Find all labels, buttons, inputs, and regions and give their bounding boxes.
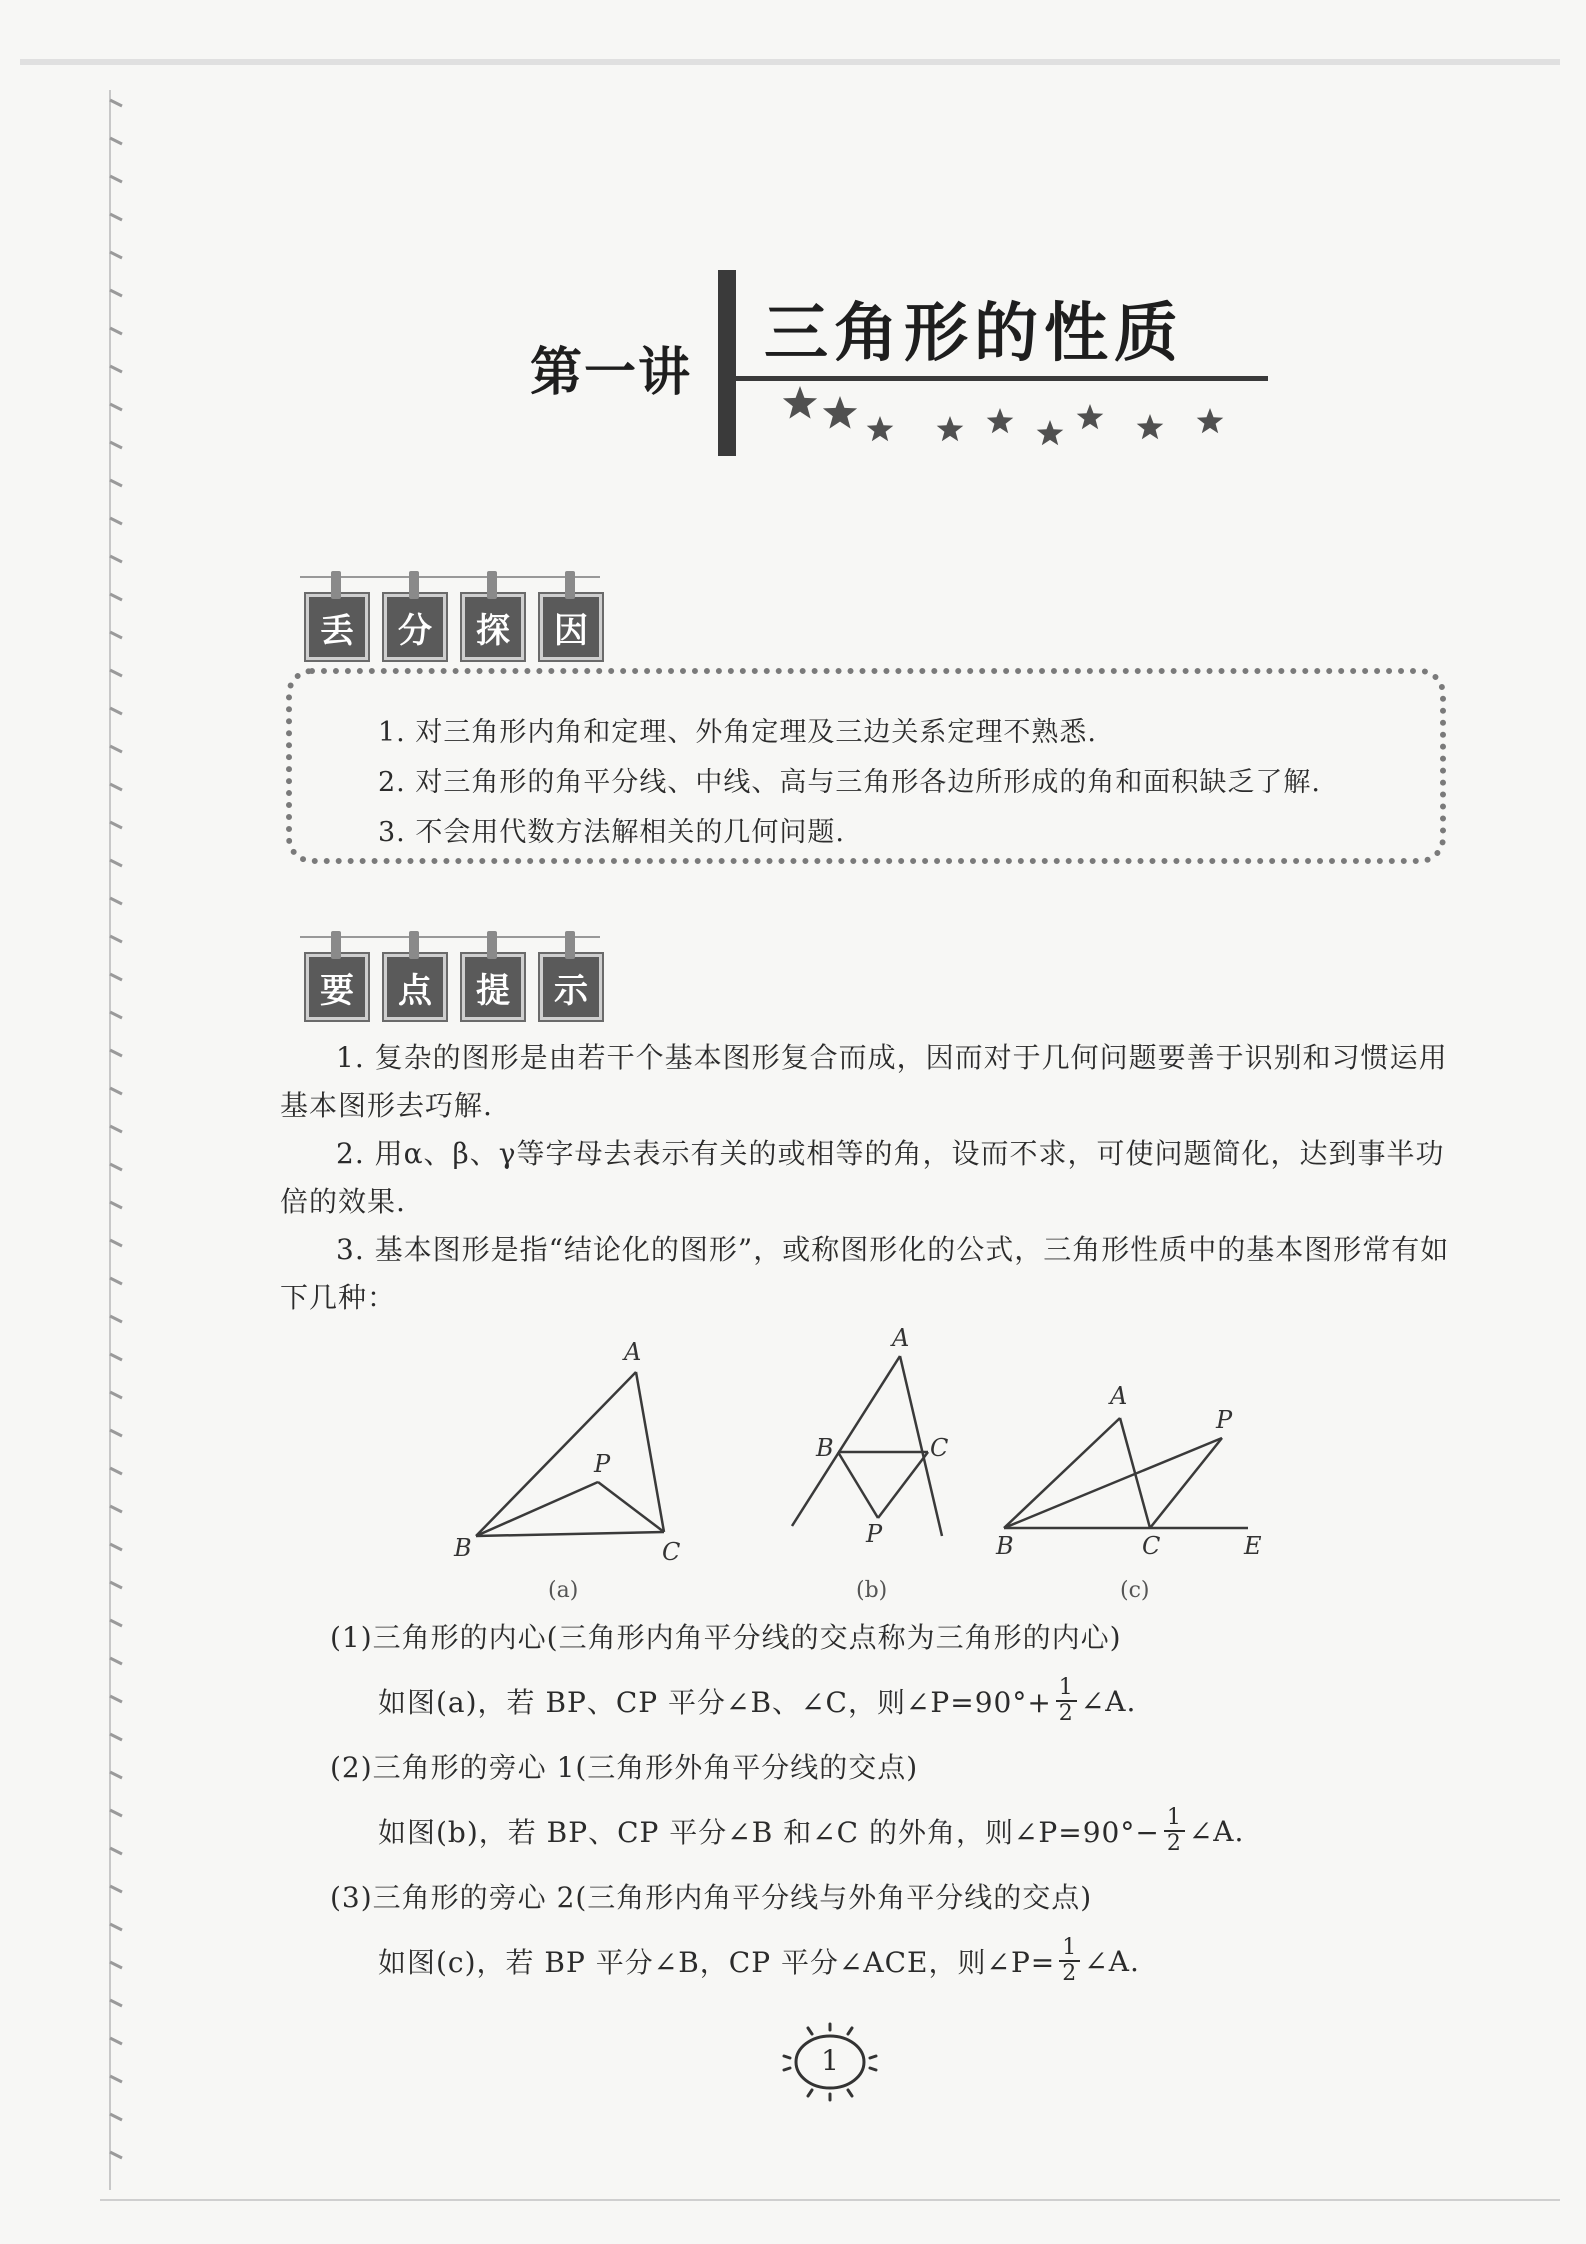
figure-a-caption: (a) <box>548 1578 579 1603</box>
list-item: 2. 对三角形的角平分线、中线、高与三角形各边所形成的角和面积缺乏了解. <box>378 767 1321 798</box>
tag-char: 因 <box>540 594 602 660</box>
fig-a-label-P: P <box>594 1450 611 1478</box>
key-point-3: 3. 基本图形是指“结论化的图形”，或称图形化的公式，三角形性质中的基本图形常有如下几种： <box>280 1233 1450 1314</box>
fig-b-label-B: B <box>816 1434 834 1462</box>
fig-c-label-C: C <box>1142 1532 1161 1560</box>
key-point-1: 1. 复杂的图形是由若干个基本图形复合而成，因而对于几何问题要善于识别和习惯运用基本图形去巧解. <box>280 1041 1448 1122</box>
fig-b-label-A: A <box>892 1324 910 1352</box>
tag-char: 探 <box>462 594 524 660</box>
tag-char: 要 <box>306 954 368 1020</box>
figure-c-caption: (c) <box>1120 1578 1150 1603</box>
fraction: $\frac{1}{2}$ <box>1164 1806 1185 1856</box>
tag-char: 分 <box>384 594 446 660</box>
figure-b-caption: (b) <box>856 1578 888 1603</box>
fig-c-label-A: A <box>1110 1382 1128 1410</box>
list-item: 1. 对三角形内角和定理、外角定理及三边关系定理不熟悉. <box>378 717 1097 748</box>
fig-c-label-P: P <box>1216 1406 1233 1434</box>
fig-c-label-B: B <box>996 1532 1014 1560</box>
chapter-title: 三角形的性质 <box>764 297 1184 371</box>
tag-char: 示 <box>540 954 602 1020</box>
key-point-2: 2. 用α、β、γ等字母去表示有关的或相等的角，设而不求，可使问题简化，达到事半功倍的效果. <box>280 1137 1445 1218</box>
tag-char: 点 <box>384 954 446 1020</box>
fraction: $\frac{1}{2}$ <box>1059 1936 1080 1986</box>
figure-c <box>1004 1418 1248 1528</box>
fig-c-label-E: E <box>1244 1532 1262 1560</box>
figure-a <box>476 1372 664 1536</box>
case-1-formula: 如图(a)，若 BP、CP 平分∠B、∠C，则∠P=90°+ $\frac{1}{2}$ ∠A. <box>378 1675 1137 1726</box>
case-3-heading: (3)三角形的旁心 2(三角形内角平分线与外角平分线的交点) <box>330 1881 1093 1914</box>
tag-char: 提 <box>462 954 524 1020</box>
fig-b-label-C: C <box>930 1434 949 1462</box>
fig-a-label-C: C <box>662 1538 681 1566</box>
fig-b-label-P: P <box>866 1520 883 1548</box>
page-number: 1 <box>821 2044 839 2077</box>
fig-a-label-B: B <box>454 1534 472 1562</box>
case-1-heading: (1)三角形的内心(三角形内角平分线的交点称为三角形的内心) <box>330 1621 1122 1654</box>
fraction: $\frac{1}{2}$ <box>1056 1676 1077 1726</box>
tag-char: 丢 <box>306 594 368 660</box>
case-3-formula: 如图(c)，若 BP 平分∠B，CP 平分∠ACE，则∠P= $\frac{1}{2}$ ∠A. <box>378 1935 1140 1986</box>
figure-b <box>792 1356 942 1536</box>
list-item: 3. 不会用代数方法解相关的几何问题. <box>378 817 845 848</box>
case-2-heading: (2)三角形的旁心 1(三角形外角平分线的交点) <box>330 1751 919 1784</box>
fig-a-label-A: A <box>624 1338 642 1366</box>
case-2-formula: 如图(b)，若 BP、CP 平分∠B 和∠C 的外角，则∠P=90°− $\frac{1}{2}$ ∠A. <box>378 1805 1245 1856</box>
lecture-label: 第一讲 <box>530 343 693 403</box>
